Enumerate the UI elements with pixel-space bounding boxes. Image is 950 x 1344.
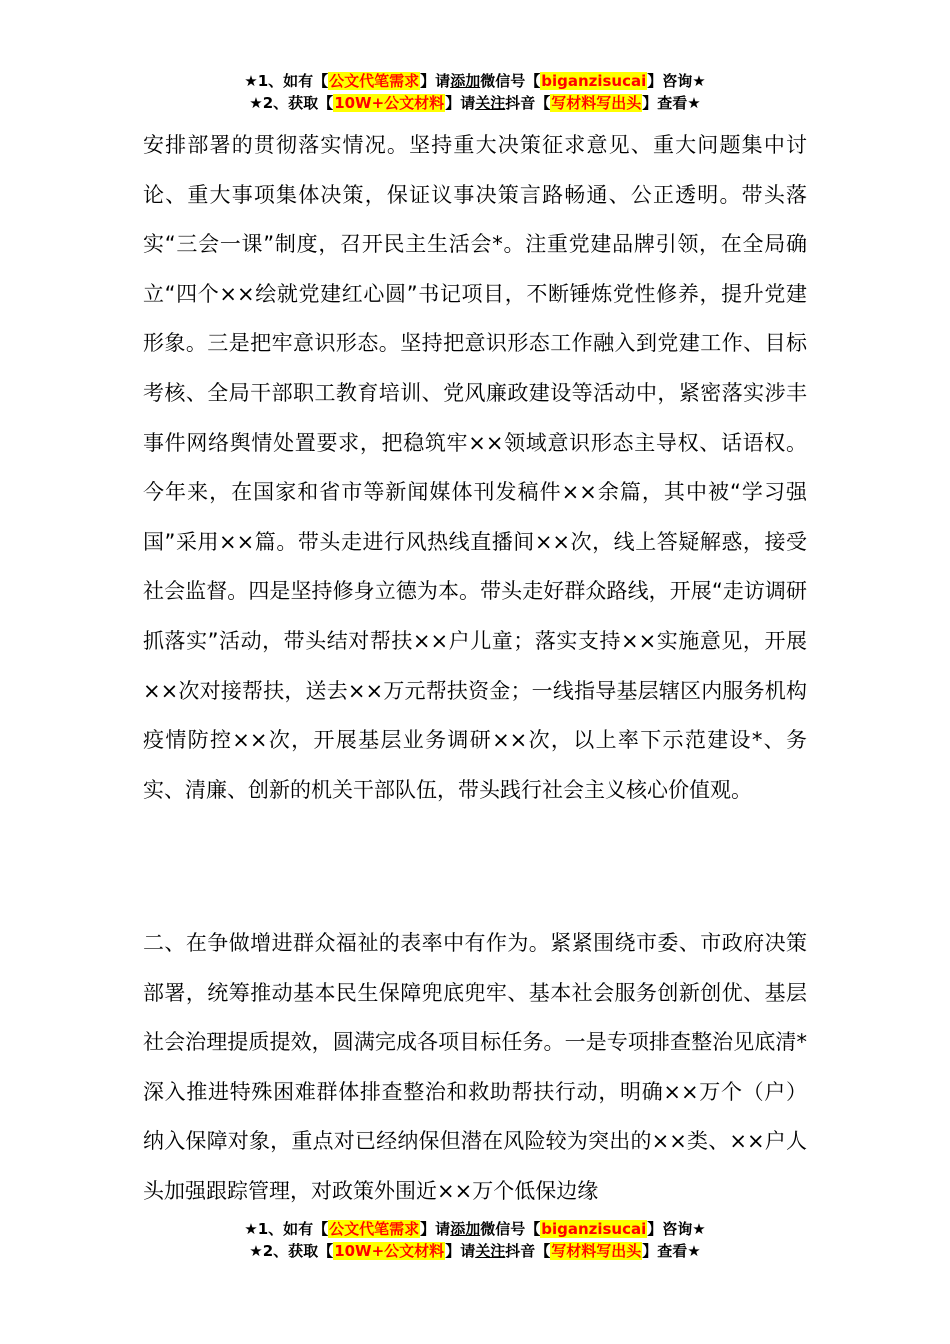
promo-line-1: ★1、如有【公文代笔需求】请添加微信号【biganzisucai】咨询★ — [244, 72, 706, 90]
highlight-douyin: 写材料写出头 — [551, 94, 642, 112]
highlight-wechat-id: biganzisucai — [541, 1220, 647, 1238]
highlight-service: 公文代笔需求 — [329, 72, 420, 90]
body-paragraph-1: 安排部署的贯彻落实情况。坚持重大决策征求意见、重大问题集中讨论、重大事项集体决策，保证议事决策言路畅通、公正透明。带头落实“三会一课”制度，召开民主生活会*。注重党建品牌引领，在全局确立“四个××绘就党建红心圆”书记项目，不断锤炼党性修养，提升党建形象。三是把牢意识形态。坚持把意识形态工作融入到党建工作、目标考核、全局干部职工教育培训、党风廉政建设等活动中，紧密落实涉丰事件网络舆情处置要求，把稳筑牢××领域意识形态主导权、话语权。今年来，在国家和省市等新闻媒体刊发稿件××余篇，其中被“学习强国”采用××篇。带头走进行风热线直播间××次，线上答疑解惑，接受社会监督。四是坚持修身立德为本。带头走好群众路线，开展“走访调研抓落实”活动，带头结对帮扶××户儿童；落实支持××实施意见，开展××次对接帮扶，送去××万元帮扶资金；一线指导基层辖区内服务机构疫情防控××次，开展基层业务调研××次，以上率下示范建设*、务实、清廉、创新的机关干部队伍，带头践行社会主义核心价值观。 — [143, 133, 807, 802]
body-paragraph-2: 二、在争做增进群众福祉的表率中有作为。紧紧围绕市委、市政府决策部署，统筹推动基本民生保障兜底兜牢、基本社会服务创新创优、基层社会治理提质提效，圆满完成各项目标任务。一是专项排查整治见底清*深入推进特殊困难群体排查整治和救助帮扶行动，明确××万个（户）纳入保障对象，重点对已经纳保但潜在风险较为突出的××类、××户人头加强跟踪管理，对政策外围近××万个低保边缘 — [143, 931, 807, 1203]
highlight-douyin: 写材料写出头 — [551, 1242, 642, 1260]
promo-line-2: ★2、获取【10W+公文材料】请关注抖音【写材料写出头】查看★ — [249, 94, 701, 112]
promo-line-2: ★2、获取【10W+公文材料】请关注抖音【写材料写出头】查看★ — [249, 1242, 701, 1260]
highlight-wechat-id: biganzisucai — [541, 72, 647, 90]
promo-banner-top — [0, 70, 950, 114]
highlight-materials: 10W+公文材料 — [334, 1242, 445, 1260]
promo-line-1: ★1、如有【公文代笔需求】请添加微信号【biganzisucai】咨询★ — [244, 1220, 706, 1238]
highlight-materials: 10W+公文材料 — [334, 94, 445, 112]
highlight-service: 公文代笔需求 — [329, 1220, 420, 1238]
promo-banner-bottom — [0, 1218, 950, 1262]
